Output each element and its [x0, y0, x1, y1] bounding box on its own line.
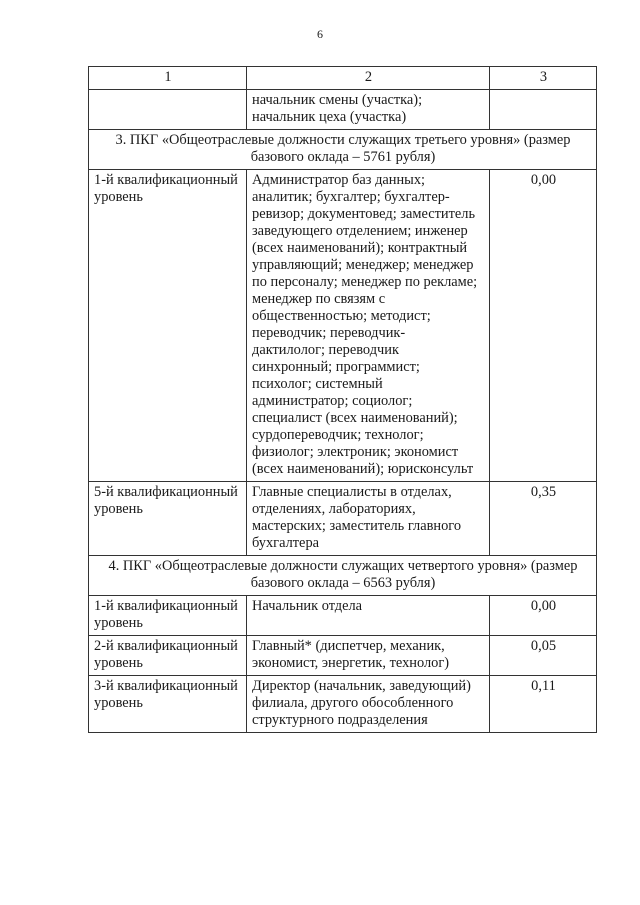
table-row — [89, 482, 597, 556]
position-line: Директор (начальник, заведующий) — [252, 678, 471, 694]
continuation-coefficient-cell — [490, 90, 597, 130]
position-line: ревизор; документовед; заместитель — [252, 206, 476, 222]
position-line: начальник цеха (участка) — [252, 109, 407, 125]
position-line: сурдопереводчик; технолог; — [252, 427, 424, 443]
qualification-level-cell — [89, 170, 247, 482]
continuation-level-cell — [89, 90, 247, 130]
position-line: синхронный; программист; — [252, 359, 420, 375]
coefficient-cell: 0,00 — [490, 170, 597, 482]
level-line: уровень — [94, 501, 143, 517]
table-row — [89, 676, 597, 733]
position-line: филиала, другого обособленного — [252, 695, 454, 711]
header-row — [89, 67, 597, 90]
position-line: Администратор баз данных; — [252, 172, 426, 188]
header-cell-col2: 2 — [247, 67, 490, 90]
position-line: Начальник отдела — [252, 598, 363, 614]
qualification-level-cell — [89, 482, 247, 556]
header-cell-col1: 1 — [89, 67, 247, 90]
position-line: бухгалтера — [252, 535, 320, 551]
section-title — [89, 130, 597, 170]
position-line: аналитик; бухгалтер; бухгалтер- — [252, 189, 450, 205]
qualification-table — [88, 66, 597, 733]
section-header-row — [89, 556, 597, 596]
position-line: (всех наименований); юрисконсульт — [252, 461, 474, 477]
positions-cell — [247, 482, 490, 556]
section-header-row — [89, 130, 597, 170]
level-line: уровень — [94, 615, 143, 631]
position-line: администратор; социолог; — [252, 393, 413, 409]
position-line: отделениях, лабораториях, — [252, 501, 416, 517]
section-title-line: базового оклада – 5761 рубля) — [250, 149, 436, 165]
level-line: 1-й квалификационный — [94, 598, 238, 614]
position-line: Главные специалисты в отделах, — [252, 484, 452, 500]
position-line: менеджер по связям с — [252, 291, 386, 307]
qualification-level-cell — [89, 636, 247, 676]
positions-cell — [247, 596, 490, 636]
position-line: переводчик; переводчик- — [252, 325, 406, 341]
level-line: уровень — [94, 189, 143, 205]
position-line: начальник смены (участка); — [252, 92, 423, 108]
positions-cell — [247, 170, 490, 482]
level-line: 5-й квалификационный — [94, 484, 238, 500]
position-line: психолог; системный — [252, 376, 383, 392]
qualification-level-cell — [89, 596, 247, 636]
section-title-line: 3. ПКГ «Общеотраслевые должности служащих третьего уровня» (размер — [115, 132, 571, 148]
level-line: уровень — [94, 655, 143, 671]
coefficient-cell: 0,35 — [490, 482, 597, 556]
table-row — [89, 170, 597, 482]
position-line: Главный* (диспетчер, механик, — [252, 638, 445, 654]
positions-cell — [247, 676, 490, 733]
position-line: дактилолог; переводчик — [252, 342, 399, 358]
position-line: общественностью; методист; — [252, 308, 431, 324]
header-cell-col3: 3 — [490, 67, 597, 90]
position-line: управляющий; менеджер; менеджер — [252, 257, 474, 273]
coefficient-cell: 0,05 — [490, 636, 597, 676]
position-line: мастерских; заместитель главного — [252, 518, 462, 534]
position-line: физиолог; электроник; экономист — [252, 444, 459, 460]
position-line: структурного подразделения — [252, 712, 428, 728]
coefficient-cell: 0,11 — [490, 676, 597, 733]
page-number: 6 — [317, 27, 323, 41]
position-line: заведующего отделением; инженер — [252, 223, 468, 239]
positions-cell — [247, 636, 490, 676]
position-line: (всех наименований); контрактный — [252, 240, 468, 256]
qualification-level-cell — [89, 676, 247, 733]
position-line: специалист (всех наименований); — [252, 410, 458, 426]
table-row — [89, 596, 597, 636]
level-line: уровень — [94, 695, 143, 711]
table-row — [89, 636, 597, 676]
position-line: экономист, энергетик, технолог) — [252, 655, 450, 671]
coefficient-cell: 0,00 — [490, 596, 597, 636]
level-line: 3-й квалификационный — [94, 678, 238, 694]
continuation-row — [89, 90, 597, 130]
section-title — [89, 556, 597, 596]
level-line: 1-й квалификационный — [94, 172, 238, 188]
continuation-positions-cell — [247, 90, 490, 130]
level-line: 2-й квалификационный — [94, 638, 238, 654]
position-line: по персоналу; менеджер по рекламе; — [252, 274, 478, 290]
section-title-line: 4. ПКГ «Общеотраслевые должности служащих четвертого уровня» (размер — [108, 558, 578, 574]
section-title-line: базового оклада – 6563 рубля) — [250, 575, 436, 591]
